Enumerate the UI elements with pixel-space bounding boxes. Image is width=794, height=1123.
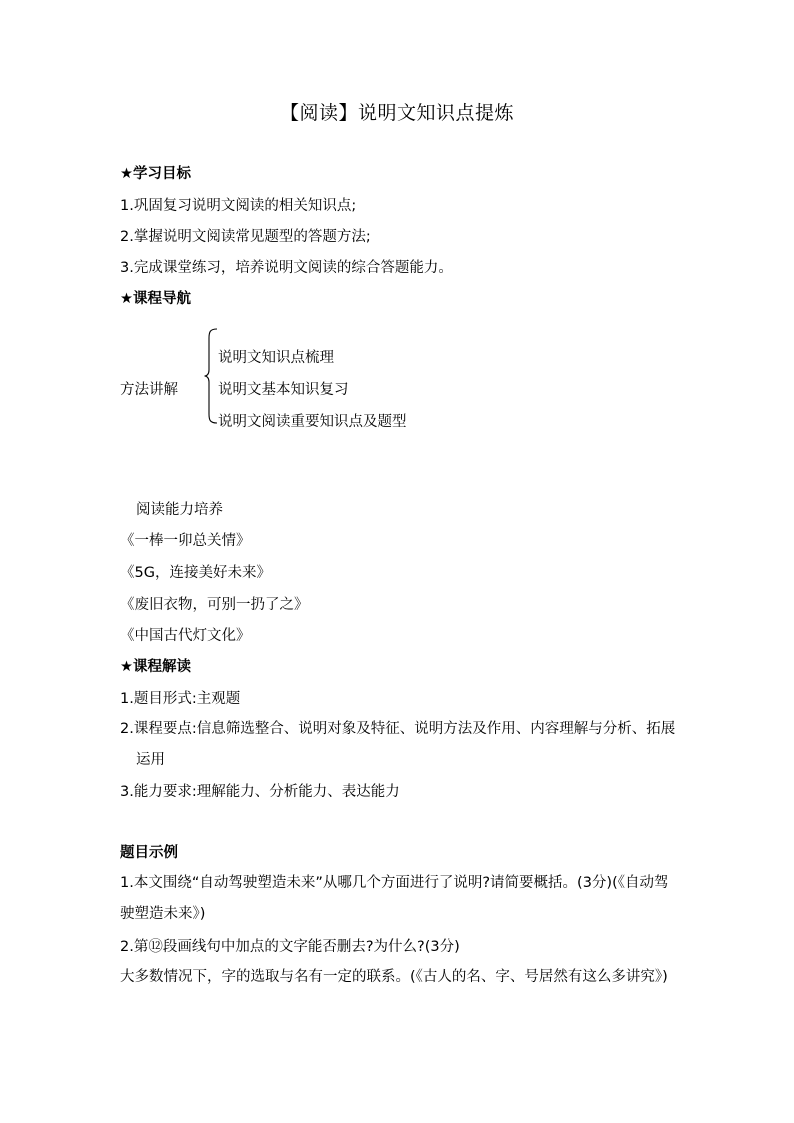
example-question-2-text: 大多数情况下，字的选取与名有一定的联系。(《古人的名、字、号居然有这么多讲究》): [120, 969, 668, 985]
goal-item-1: 1.巩固复习说明文阅读的相关知识点;: [120, 198, 357, 214]
reading-item-2: 《5G，连接美好未来》: [120, 565, 271, 581]
interpretation-item-3: 3.能力要求:理解能力、分析能力、表达能力: [120, 784, 400, 800]
interpretation-item-2-text: 2.课程要点:信息筛选整合、说明对象及特征、说明方法及作用、内容理解与分析、拓展运用: [120, 721, 676, 768]
reading-group-label: 阅读能力培养: [136, 502, 223, 518]
reading-item-4: 《中国古代灯文化》: [120, 628, 251, 644]
goals-heading: ★学习目标: [120, 166, 191, 182]
example-question-1: 1.本文围绕“自动驾驶塑造未来”从哪几个方面进行了说明?请简要概括。(3分)(《自动驾驶塑造未来》): [120, 875, 669, 922]
method-item-3: 说明文阅读重要知识点及题型: [218, 414, 407, 430]
method-item-1: 说明文知识点梳理: [218, 350, 334, 366]
method-group-label: 方法讲解: [120, 382, 178, 398]
method-item-2: 说明文基本知识复习: [218, 382, 349, 398]
interpretation-heading: ★课程解读: [120, 659, 191, 675]
interpretation-item-1: 1.题目形式:主观题: [120, 691, 241, 707]
reading-item-3: 《废旧衣物，可别一扔了之》: [120, 597, 309, 613]
goal-item-3: 3.完成课堂练习，培养说明文阅读的综合答题能力。: [120, 260, 453, 276]
reading-item-1: 《一棒一卯总关情》: [120, 533, 251, 549]
example-question-2: 2.第⑫段画线句中加点的文字能否删去?为什么?(3分): [120, 939, 460, 955]
curly-brace-icon: [204, 328, 218, 424]
navigation-heading: ★课程导航: [120, 291, 191, 307]
interpretation-item-2: [120, 714, 682, 776]
page-title: 【阅读】说明文知识点提炼: [279, 102, 514, 124]
examples-heading: 题目示例: [120, 845, 178, 861]
goal-item-2: 2.掌握说明文阅读常见题型的答题方法;: [120, 229, 371, 245]
